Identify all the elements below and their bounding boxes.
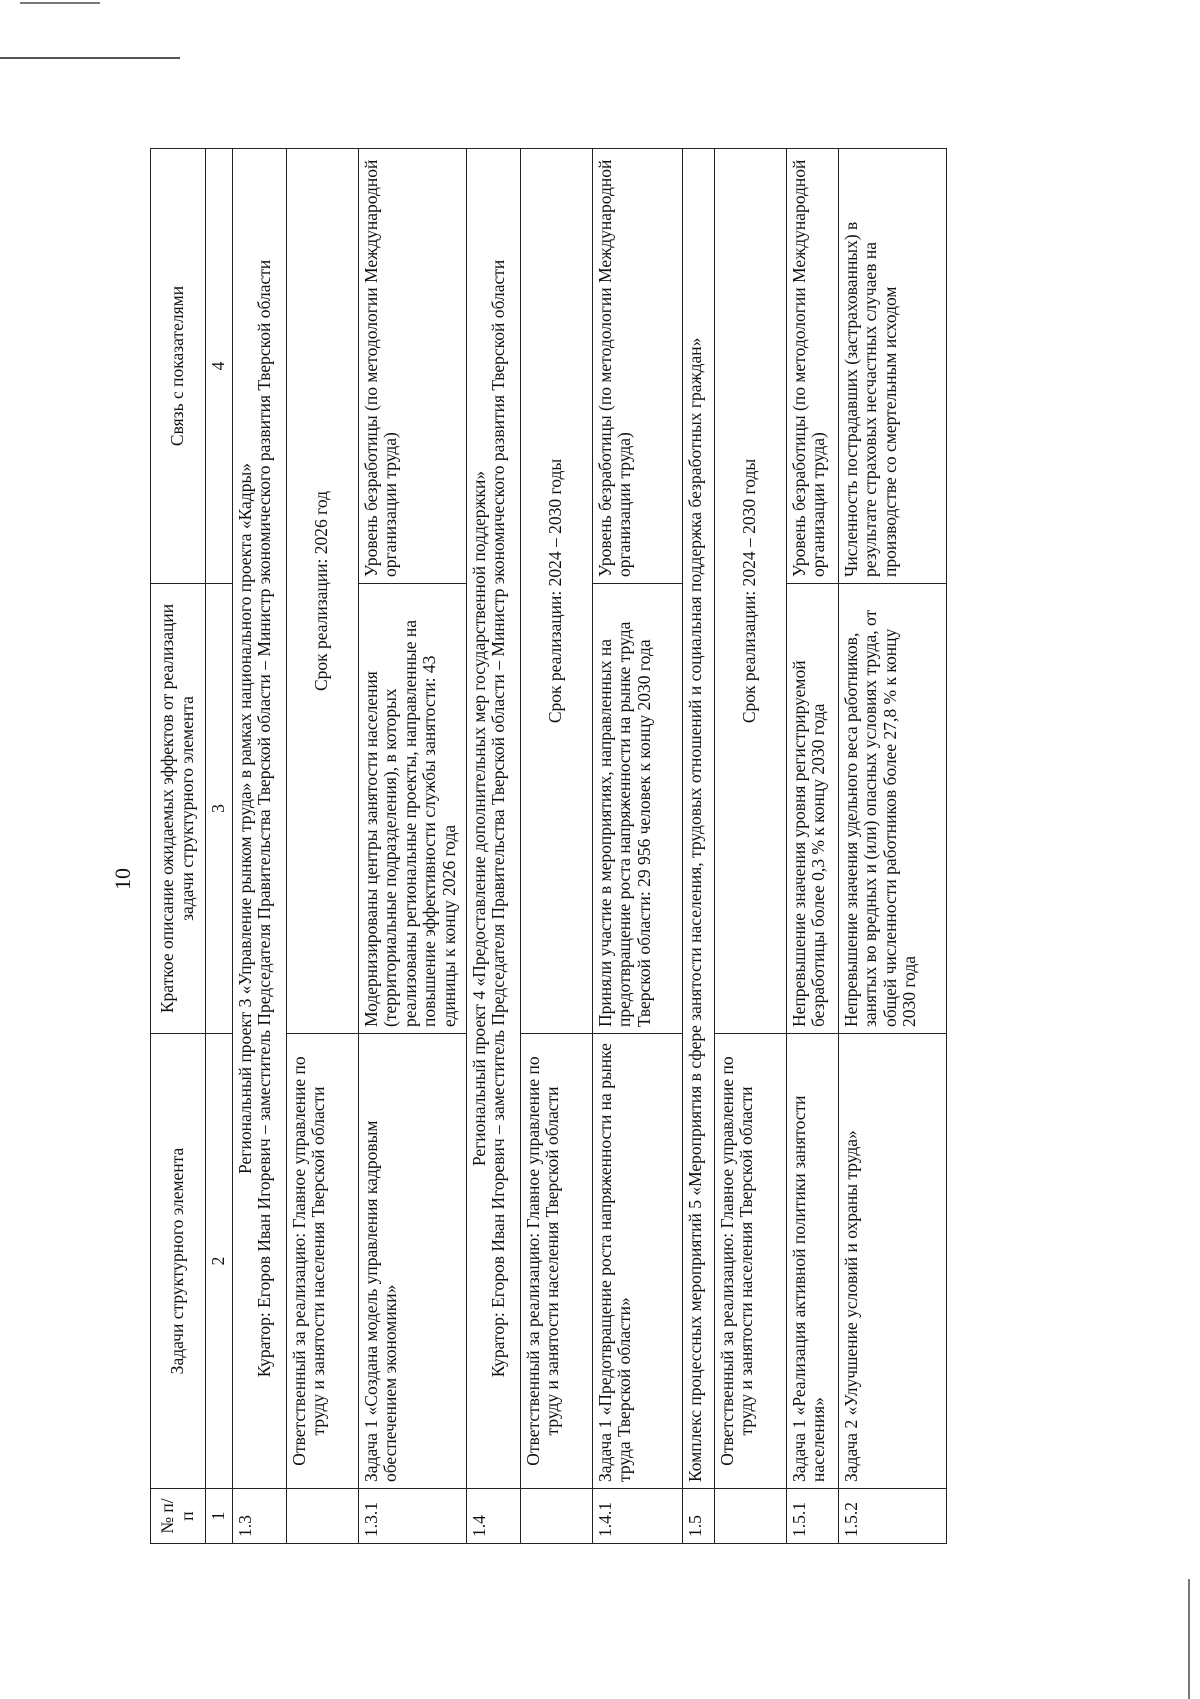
section-heading <box>232 149 286 1489</box>
effect-cell: Непревышение значения удельного веса работников, занятых во вредных и (или) опасных условиях труда, от общей численности работников более 27,8 % к концу 2030 года <box>838 584 946 1034</box>
effect-cell: Модернизированы центры занятости населения (территориальные подразделения), в которых реализованы региональные проекты, направленные на повышение эффективности службы занятости: 43 единицы к концу 2026 года <box>358 584 466 1034</box>
header-number: № п/п <box>151 1489 206 1544</box>
indicator-cell: Уровень безработицы (по методологии Международной организации труда) <box>786 149 838 584</box>
column-index: 1 <box>206 1489 233 1544</box>
responsible-cell: Ответственный за реализацию: Главное управление по труду и занятости населения Тверской области <box>520 1034 592 1489</box>
row-number: 1.5 <box>682 1489 714 1544</box>
scan-mark <box>20 2 100 4</box>
task-cell: Задача 2 «Улучшение условий и охраны труда» <box>838 1034 946 1489</box>
responsible-cell: Ответственный за реализацию: Главное управление по труду и занятости населения Тверской области <box>714 1034 786 1489</box>
column-index: 2 <box>206 1034 233 1489</box>
row-number-empty <box>714 1489 786 1544</box>
task-cell: Задача 1 «Создана модель управления кадровым обеспечением экономики» <box>358 1034 466 1489</box>
table-row <box>358 149 466 1544</box>
indicator-cell: Уровень безработицы (по методологии Международной организации труда) <box>358 149 466 584</box>
structural-elements-table <box>150 148 947 1544</box>
row-number: 1.3.1 <box>358 1489 466 1544</box>
scan-mark <box>1188 1579 1190 1699</box>
section-curator: Куратор: Егоров Иван Игоревич – заместитель Председателя Правительства Тверской области – Министр экономического развития Тверской области <box>488 259 509 1378</box>
row-number-empty <box>520 1489 592 1544</box>
row-number: 1.4 <box>466 1489 520 1544</box>
table-row <box>286 149 358 1544</box>
column-index: 3 <box>206 584 233 1034</box>
row-number: 1.4.1 <box>592 1489 682 1544</box>
scan-mark <box>0 57 180 59</box>
section-title: Региональный проект 4 «Предоставление дополнительных мер государственной поддержки» <box>468 470 489 1167</box>
table-row <box>232 149 286 1544</box>
effect-cell: Приняли участие в мероприятиях, направленных на предотвращение роста напряженности на рынке труда Тверской области: 29 956 человек к концу 2030 года <box>592 584 682 1034</box>
table-row <box>592 149 682 1544</box>
task-cell: Задача 1 «Реализация активной политики занятости населения» <box>786 1034 838 1489</box>
table-header-row <box>151 149 206 1544</box>
term-cell: Срок реализации: 2024 – 2030 годы <box>714 149 786 1034</box>
page-number: 10 <box>110 868 135 890</box>
row-number: 1.3 <box>232 1489 286 1544</box>
responsible-cell: Ответственный за реализацию: Главное управление по труду и занятости населения Тверской области <box>286 1034 358 1489</box>
table-row <box>714 149 786 1544</box>
table-row <box>838 149 946 1544</box>
section-curator: Куратор: Егоров Иван Игоревич – заместитель Председателя Правительства Тверской области – Министр экономического развития Тверской области <box>254 259 275 1378</box>
table-row <box>682 149 714 1544</box>
term-cell: Срок реализации: 2026 год <box>286 149 358 1034</box>
indicator-cell: Уровень безработицы (по методологии Международной организации труда) <box>592 149 682 584</box>
table-row <box>786 149 838 1544</box>
row-number: 1.5.2 <box>838 1489 946 1544</box>
header-indicators: Связь с показателями <box>151 149 206 584</box>
term-cell: Срок реализации: 2024 – 2030 годы <box>520 149 592 1034</box>
row-number: 1.5.1 <box>786 1489 838 1544</box>
table-row <box>466 149 520 1544</box>
indicator-cell: Численность пострадавших (застрахованных) в результате страховых несчастных случаев на производстве со смертельным исходом <box>838 149 946 584</box>
effect-cell: Непревышение значения уровня регистрируемой безработицы более 0,3 % к концу 2030 года <box>786 584 838 1034</box>
section-title: Комплекс процессных мероприятий 5 «Мероприятия в сфере занятости населения, трудовых отношений и социальная поддержка безработных граждан» <box>682 149 714 1489</box>
task-cell: Задача 1 «Предотвращение роста напряженности на рынке труда Тверской области» <box>592 1034 682 1489</box>
table-row <box>520 149 592 1544</box>
header-tasks: Задачи структурного элемента <box>151 1034 206 1489</box>
section-title: Региональный проект 3 «Управление рынком труда» в рамках национального проекта «Кадры» <box>234 463 255 1174</box>
column-index: 4 <box>206 149 233 584</box>
column-index-row <box>206 149 233 1544</box>
row-number-empty <box>286 1489 358 1544</box>
section-heading <box>466 149 520 1489</box>
header-effects: Краткое описание ожидаемых эффектов от реализации задачи структурного элемента <box>151 584 206 1034</box>
